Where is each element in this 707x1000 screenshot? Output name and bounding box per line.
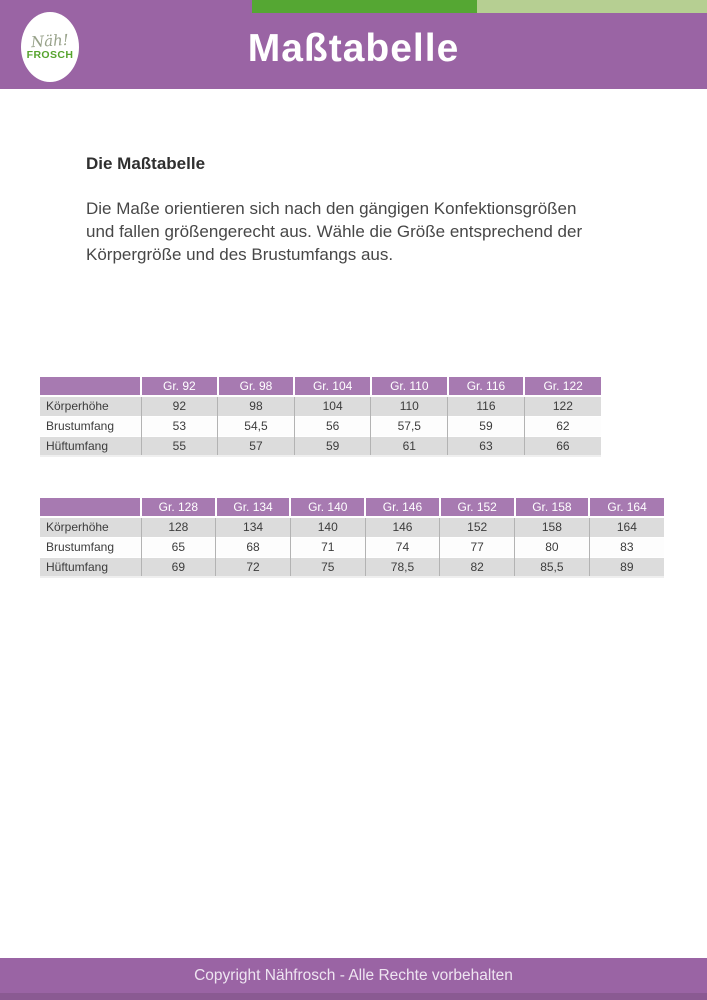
- measurement-cell: 152: [440, 517, 515, 537]
- measurement-cell: 55: [141, 436, 218, 456]
- size-column-header: Gr. 152: [440, 498, 515, 517]
- measurement-cell: 59: [294, 436, 371, 456]
- measurement-cell: 53: [141, 416, 218, 436]
- measurement-cell: 68: [216, 537, 291, 557]
- size-table: [40, 377, 601, 457]
- size-column-header: Gr. 164: [589, 498, 664, 517]
- size-table-large-sizes: [40, 498, 664, 578]
- measurement-cell: 62: [524, 416, 601, 436]
- measurement-cell: 65: [141, 537, 216, 557]
- size-table: [40, 498, 664, 578]
- size-column-header: Gr. 110: [371, 377, 448, 396]
- logo-script-text: Näh!: [30, 30, 70, 52]
- measurement-cell: 116: [448, 396, 525, 416]
- size-column-header: Gr. 128: [141, 498, 216, 517]
- measurement-cell: 78,5: [365, 557, 440, 577]
- measurement-cell: 164: [589, 517, 664, 537]
- measurement-cell: 85,5: [515, 557, 590, 577]
- header-accent-bar-light-green: [477, 0, 707, 13]
- header-accent-bar-dark-green: [252, 0, 477, 13]
- row-label-cell: Körperhöhe: [40, 396, 141, 416]
- row-label-cell: Hüftumfang: [40, 436, 141, 456]
- measurement-cell: 57: [218, 436, 295, 456]
- row-label-cell: Brustumfang: [40, 416, 141, 436]
- measurement-cell: 122: [524, 396, 601, 416]
- measurement-cell: 92: [141, 396, 218, 416]
- row-label-cell: Körperhöhe: [40, 517, 141, 537]
- measurement-cell: 83: [589, 537, 664, 557]
- size-column-header: Gr. 98: [218, 377, 295, 396]
- row-label-cell: Hüftumfang: [40, 557, 141, 577]
- measurement-cell: 82: [440, 557, 515, 577]
- logo-brand-text: FROSCH: [26, 48, 74, 61]
- measurement-cell: 140: [290, 517, 365, 537]
- measurement-cell: 134: [216, 517, 291, 537]
- table-row: [40, 396, 601, 416]
- measurement-cell: 146: [365, 517, 440, 537]
- measurement-cell: 80: [515, 537, 590, 557]
- page-footer: [0, 958, 707, 1000]
- measurement-cell: 66: [524, 436, 601, 456]
- intro-line: Körpergröße und des Brustumfangs aus.: [86, 245, 394, 264]
- measurement-cell: 158: [515, 517, 590, 537]
- measurement-cell: 56: [294, 416, 371, 436]
- page-header: [0, 0, 707, 89]
- intro-line: Die Maße orientieren sich nach den gängigen Konfektionsgrößen: [86, 199, 577, 218]
- size-column-header: Gr. 92: [141, 377, 218, 396]
- footer-bottom-edge: [0, 993, 707, 1000]
- measurement-cell: 98: [218, 396, 295, 416]
- table-row: [40, 436, 601, 456]
- table-corner-cell: [40, 377, 141, 396]
- measurement-cell: 77: [440, 537, 515, 557]
- intro-paragraph: [86, 197, 582, 266]
- size-column-header: Gr. 158: [515, 498, 590, 517]
- page-title: Maßtabelle: [247, 27, 460, 70]
- size-table-small-sizes: [40, 377, 601, 457]
- measurement-cell: 128: [141, 517, 216, 537]
- size-column-header: Gr. 104: [294, 377, 371, 396]
- measurement-cell: 104: [294, 396, 371, 416]
- table-header-row: [40, 377, 601, 396]
- row-label-cell: Brustumfang: [40, 537, 141, 557]
- size-column-header: Gr. 116: [448, 377, 525, 396]
- measurement-cell: 63: [448, 436, 525, 456]
- copyright-text: Copyright Nähfrosch - Alle Rechte vorbehalten: [194, 967, 513, 984]
- size-column-header: Gr. 122: [524, 377, 601, 396]
- measurement-cell: 54,5: [218, 416, 295, 436]
- table-corner-cell: [40, 498, 141, 517]
- measurement-cell: 59: [448, 416, 525, 436]
- table-row: [40, 517, 664, 537]
- section-heading: Die Maßtabelle: [86, 154, 206, 173]
- table-row: [40, 416, 601, 436]
- measurement-cell: 89: [589, 557, 664, 577]
- intro-line: und fallen größengerecht aus. Wähle die Größe entsprechend der: [86, 222, 583, 241]
- table-header-row: [40, 498, 664, 517]
- measurement-cell: 110: [371, 396, 448, 416]
- size-column-header: Gr. 134: [216, 498, 291, 517]
- measurement-cell: 57,5: [371, 416, 448, 436]
- measurement-cell: 61: [371, 436, 448, 456]
- size-column-header: Gr. 146: [365, 498, 440, 517]
- measurement-cell: 72: [216, 557, 291, 577]
- measurement-cell: 69: [141, 557, 216, 577]
- table-row: [40, 557, 664, 577]
- size-column-header: Gr. 140: [290, 498, 365, 517]
- measurement-cell: 75: [290, 557, 365, 577]
- measurement-cell: 71: [290, 537, 365, 557]
- table-row: [40, 537, 664, 557]
- measurement-cell: 74: [365, 537, 440, 557]
